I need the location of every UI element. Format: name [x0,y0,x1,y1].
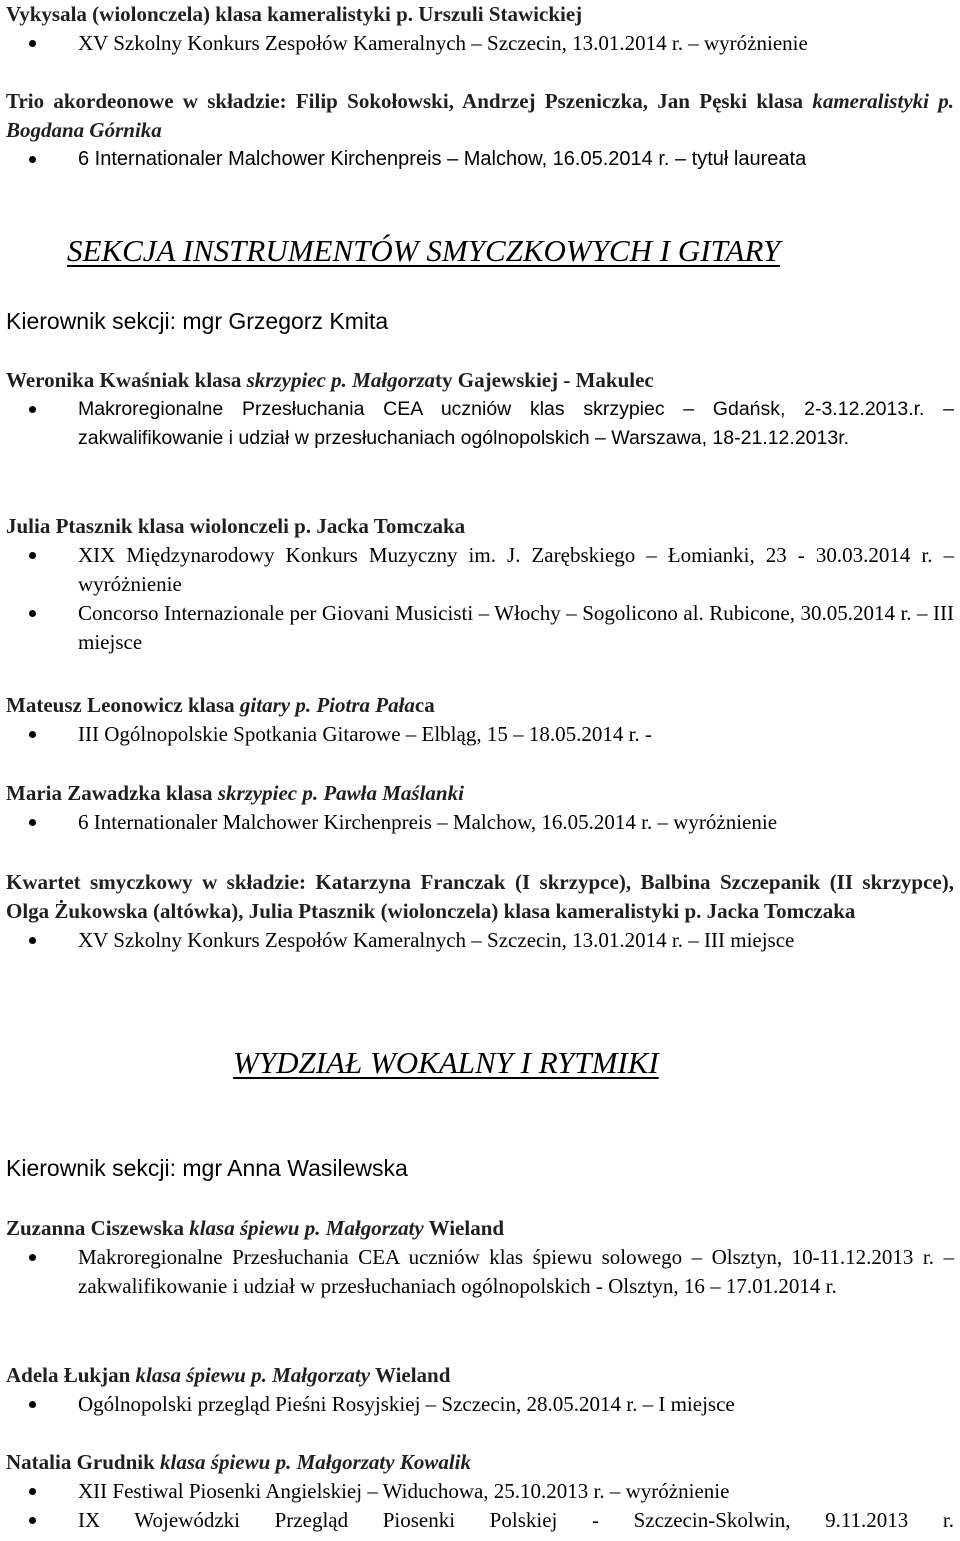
entry-kwartet [6,868,954,955]
award-list [6,808,954,837]
section-lead: Kierownik sekcji: mgr Grzegorz Kmita [6,308,389,334]
entry-julia [6,512,954,657]
section-title-strings: SEKCJA INSTRUMENTÓW SMYCZKOWYCH I GITARY [67,233,781,268]
bullet-icon [29,731,36,738]
entry-heading: Trio akordeonowe w składzie: Filip Sokołowski, Andrzej Pszeniczka, Jan Pęski klasa kameralistyki p. Bogdana Górnika [6,89,954,142]
bullet-icon [29,156,36,163]
entry-maria [6,779,954,837]
entry-heading: Adela Łukjan klasa śpiewu p. Małgorzaty Wieland [6,1363,451,1387]
award-item: Ogólnopolski przegląd Pieśni Rosyjskiej – Szczecin, 28.05.2014 r. – I miejsce [6,1390,954,1419]
entry-heading: Zuzanna Ciszewska klasa śpiewu p. Małgorzaty Wieland [6,1216,505,1240]
award-list [6,395,954,453]
award-list [6,541,954,657]
entry-adela [6,1361,954,1419]
bullet-icon [29,1488,36,1495]
award-list [6,720,954,749]
entry-heading: Natalia Grudnik klasa śpiewu p. Małgorzaty Kowalik [6,1450,472,1474]
award-item: 6 Internationaler Malchower Kirchenpreis – Malchow, 16.05.2014 r. – wyróżnienie [6,808,954,837]
award-list [6,1243,954,1301]
bullet-icon [29,1401,36,1408]
bullet-icon [29,1517,36,1524]
bullet-icon [29,1254,36,1261]
award-item: III Ogólnopolskie Spotkania Gitarowe – Elbląg, 15 – 18.05.2014 r. - [6,720,954,749]
bullet-icon [29,610,36,617]
bullet-icon [29,819,36,826]
entry-heading: Mateusz Leonowicz klasa gitary p. Piotra Pałaca [6,693,435,717]
entry-weronika [6,366,954,453]
section-lead: Kierownik sekcji: mgr Anna Wasilewska [6,1155,408,1181]
award-list [6,1477,954,1535]
bullet-icon [29,40,36,47]
award-list [6,926,954,955]
entry-natalia [6,1448,954,1535]
award-list [6,29,954,58]
entry-heading: Vykysala (wiolonczela) klasa kameralistyki p. Urszuli Stawickiej [6,2,583,26]
section-title-vocal: WYDZIAŁ WOKALNY I RYTMIKI [233,1045,659,1080]
award-item: XV Szkolny Konkurs Zespołów Kameralnych – Szczecin, 13.01.2014 r. – wyróżnienie [6,29,954,58]
entry-heading: Weronika Kwaśniak klasa skrzypiec p. Małgorzaty Gajewskiej - Makulec [6,368,654,392]
award-item: Makroregionalne Przesłuchania CEA uczniów klas skrzypiec – Gdańsk, 2-3.12.2013.r. – zakwalifikowanie i udział w przesłuchaniach ogólnopolskich – Warszawa, 18-21.12.2013r. [6,395,954,453]
entry-trio [6,87,954,174]
award-item: IX Wojewódzki Przegląd Piosenki Polskiej - Szczecin-Skolwin, 9.11.2013 r. [6,1506,954,1535]
entry-vykysala [6,0,954,58]
entry-heading: Maria Zawadzka klasa skrzypiec p. Pawła Maślanki [6,781,464,805]
award-item: XV Szkolny Konkurs Zespołów Kameralnych – Szczecin, 13.01.2014 r. – III miejsce [6,926,954,955]
award-item: XIX Międzynarodowy Konkurs Muzyczny im. J. Zarębskiego – Łomianki, 23 - 30.03.2014 r. – wyróżnienie [6,541,954,599]
entry-mateusz [6,691,954,749]
bullet-icon [29,937,36,944]
bullet-icon [29,552,36,559]
award-item: Concorso Internazionale per Giovani Musicisti – Włochy – Sogolicono al. Rubicone, 30.05.2014 r. – III miejsce [6,599,954,657]
entry-heading: Kwartet smyczkowy w składzie: Katarzyna Franczak (I skrzypce), Balbina Szczepanik (II skrzypce), Olga Żukowska (altówka), Julia Ptasznik (wiolonczela) klasa kameralistyki p. Jacka Tomczaka [6,870,954,923]
bullet-icon [29,406,36,413]
award-item: Makroregionalne Przesłuchania CEA uczniów klas śpiewu solowego – Olsztyn, 10-11.12.2013 r. – zakwalifikowanie i udział w przesłuchaniach ogólnopolskich - Olsztyn, 16 – 17.01.2014 r. [6,1243,954,1301]
entry-zuzanna [6,1214,954,1301]
award-item: 6 Internationaler Malchower Kirchenpreis – Malchow, 16.05.2014 r. – tytuł laureata [6,145,954,174]
award-list [6,145,954,174]
entry-heading: Julia Ptasznik klasa wiolonczeli p. Jacka Tomczaka [6,514,466,538]
award-item: XII Festiwal Piosenki Angielskiej – Widuchowa, 25.10.2013 r. – wyróżnienie [6,1477,954,1506]
award-list [6,1390,954,1419]
